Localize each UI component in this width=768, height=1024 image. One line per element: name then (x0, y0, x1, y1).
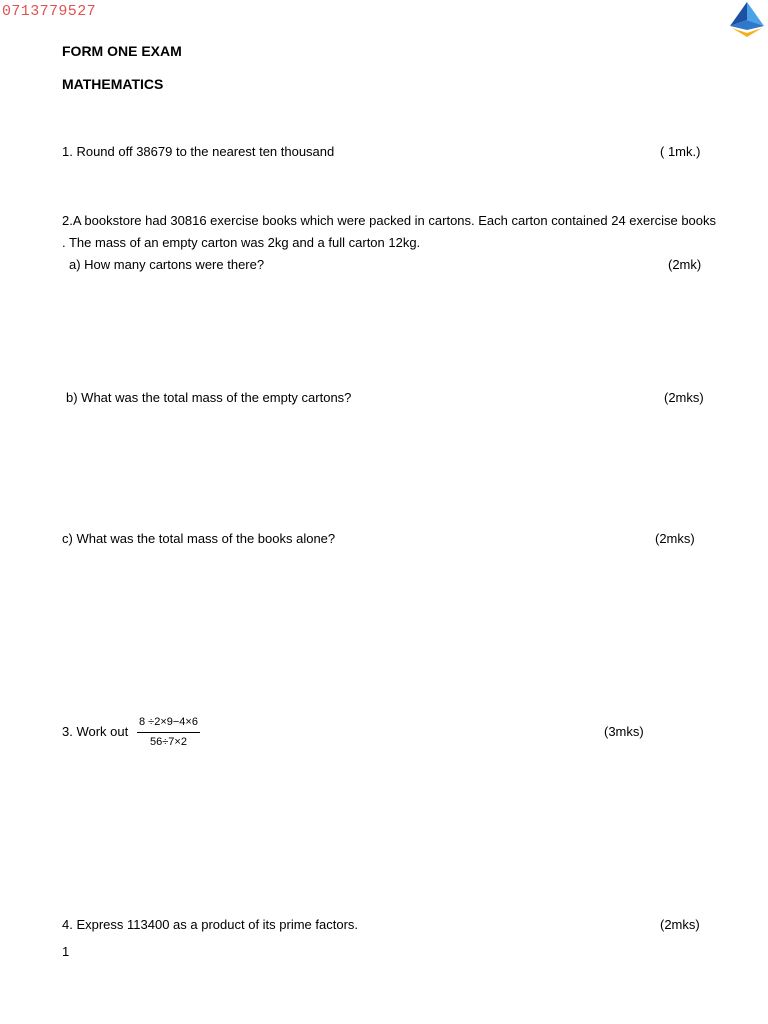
phone-number: 0713779527 (2, 3, 97, 20)
exam-title: FORM ONE EXAM (62, 43, 182, 59)
fraction-numerator: 8 ÷2×9−4×6 (137, 715, 200, 733)
question-1-text: 1. Round off 38679 to the nearest ten thousand (62, 144, 335, 159)
fraction-denominator: 56÷7×2 (150, 736, 187, 748)
question-3-text: 3. Work out (62, 724, 129, 739)
question-2c-marks: (2mks) (655, 531, 695, 546)
page-number: 1 (62, 944, 70, 959)
question-2-intro: 2.A bookstore had 30816 exercise books which were packed in cartons. Each carton contained 24 exercise books . The mass of an empty carton was 2kg and a full carton 12kg. (62, 213, 717, 250)
question-2b-marks: (2mks) (664, 390, 704, 405)
question-2a-text: a) How many cartons were there? (69, 257, 265, 272)
pyramid-logo-icon (726, 0, 768, 38)
question-4-text: 4. Express 113400 as a product of its prime factors. (62, 917, 359, 932)
question-4-marks: (2mks) (660, 917, 700, 932)
question-3-fraction (137, 715, 200, 750)
question-1-marks: ( 1mk.) (660, 144, 701, 159)
question-3-marks: (3mks) (604, 724, 644, 739)
exam-subject: MATHEMATICS (62, 76, 164, 92)
question-2a-marks: (2mk) (668, 257, 702, 272)
question-2b-text: b) What was the total mass of the empty cartons? (66, 390, 352, 405)
question-2c-text: c) What was the total mass of the books alone? (62, 531, 336, 546)
